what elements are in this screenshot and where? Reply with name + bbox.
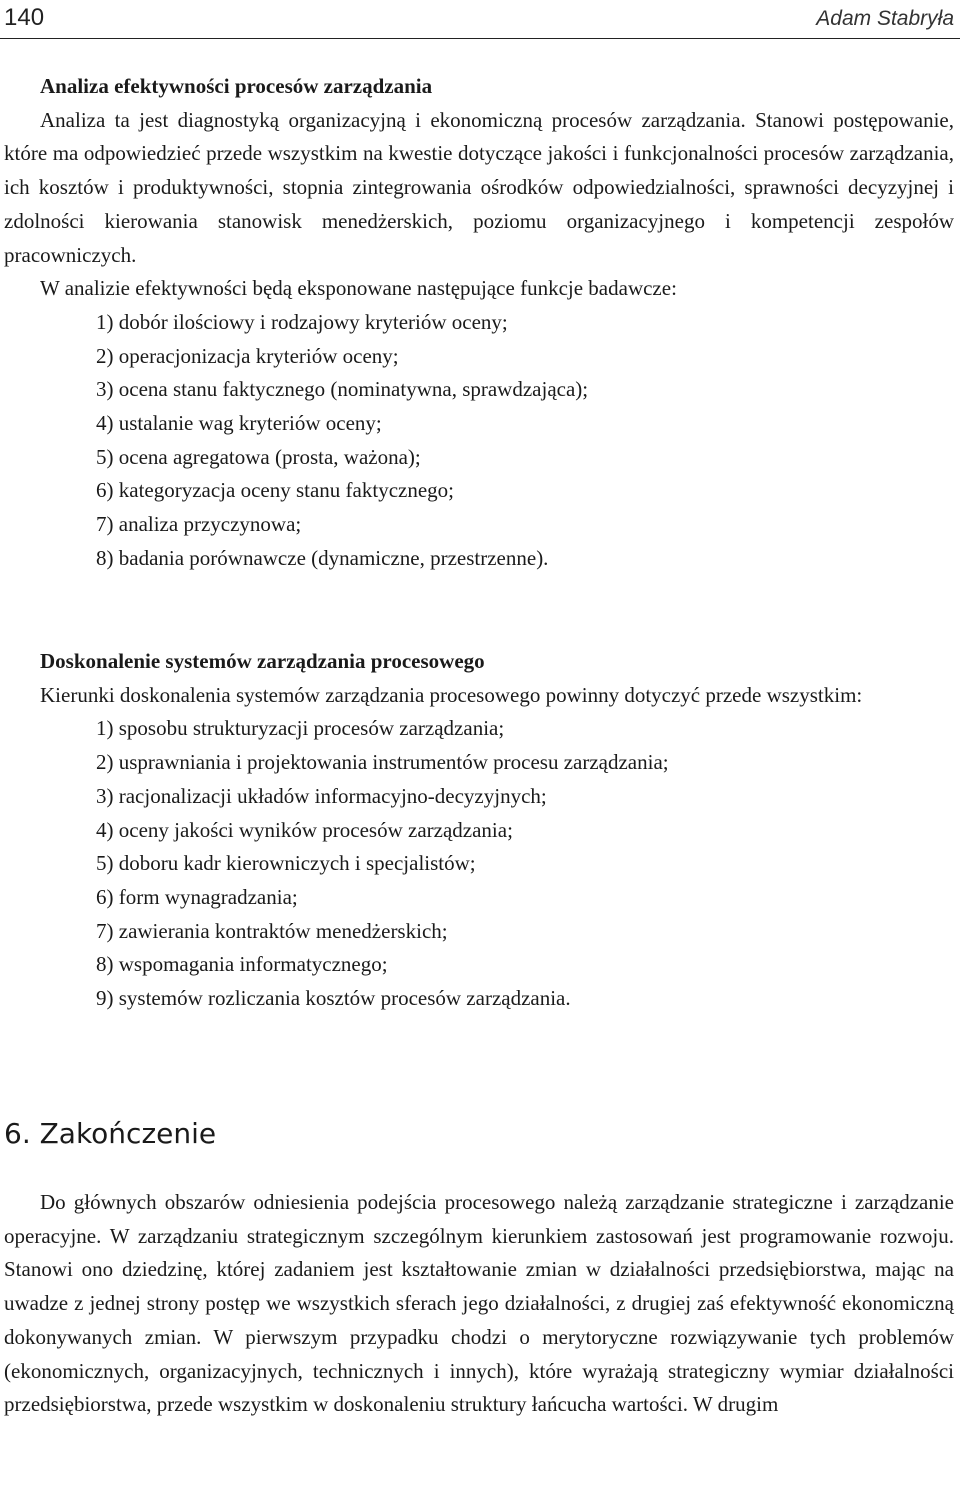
list-item: 6) form wynagradzania; [96,884,298,909]
research-functions-list [4,306,954,576]
list-intro: W analizie efektywności będą eksponowane następujące funkcje badawcze: [40,276,677,301]
list-item: 8) badania porównawcze (dynamiczne, przestrzenne). [96,545,549,570]
page-number: 140 [4,4,45,31]
list-item: 7) zawierania kontraktów menedżerskich; [96,918,448,943]
section-heading: Analiza efektywności procesów zarządzania [40,74,433,98]
list-item: 4) ustalanie wag kryteriów oceny; [96,411,382,436]
body-paragraph: Analiza ta jest diagnostyką organizacyjną i ekonomiczną procesów zarządzania. Stanowi postępowanie, które ma odpowiedzieć przede wszystkim na kwestie dotyczące jakości i funkcjonalności procesów zarządzania, ich kosztów i produktywności, stopnia zintegrowania ośrodków odpowiedzialności, sprawności decyzyjnej i zdolności kierowania stanowisk menedżerskich, poziomu organizacyjnego i kompetencji zespołów pracowniczych. [4,107,954,267]
list-item: 2) usprawniania i projektowania instrumentów procesu zarządzania; [96,750,669,775]
chapter-title: 6. Zakończenie [4,1117,217,1150]
body-paragraph: Do głównych obszarów odniesienia podejścia procesowego należą zarządzanie strategiczne i zarządzanie operacyjne. W zarządzaniu strategicznym szczególnym kierunkiem zastosowań jest programowanie rozwoju. Stanowi ono dziedzinę, której zadaniem jest kształtowanie zmian w działalności przedsiębiorstwa, mając na uwadze z jednej strony postęp we wszystkich sferach jego działalności, z drugiej zaś efektywność ekonomiczną dokonywanych zmian. W pierwszym przypadku chodzi o merytoryczne rozwiązywanie tych problemów (ekonomicznych, organizacyjnych, technicznych i innych), które wyrażają strategiczny wymiar działalności przedsiębiorstwa, przede wszystkim w doskonaleniu struktury łańcucha wartości. W drugim [4,1190,954,1417]
section-efficiency-analysis [4,70,954,576]
list-item: 5) ocena agregatowa (prosta, ważona); [96,444,421,469]
list-item: 7) analiza przyczynowa; [96,512,302,537]
improvement-directions-list [4,712,954,1015]
list-item: 2) operacjonizacja kryteriów oceny; [96,343,399,368]
running-author: Adam Stabryła [816,7,954,30]
list-item: 8) wspomagania informatycznego; [96,952,388,977]
list-item: 9) systemów rozliczania kosztów procesów zarządzania. [96,986,571,1011]
list-item: 3) ocena stanu faktycznego (nominatywna, sprawdzająca); [96,377,589,402]
list-item: 1) sposobu strukturyzacji procesów zarządzania; [96,716,505,741]
list-item: 5) doboru kadr kierowniczych i specjalistów; [96,851,476,876]
list-item: 4) oceny jakości wyników procesów zarządzania; [96,817,513,842]
list-intro: Kierunki doskonalenia systemów zarządzania procesowego powinny dotyczyć przede wszystkim: [40,682,863,707]
section-heading: Doskonalenie systemów zarządzania procesowego [40,649,485,673]
list-item: 6) kategoryzacja oceny stanu faktycznego; [96,478,454,503]
section-process-improvement [4,645,954,1016]
list-item: 1) dobór ilościowy i rodzajowy kryteriów oceny; [96,309,508,334]
section-conclusion [4,1186,954,1422]
page-header [0,0,960,39]
list-item: 3) racjonalizacji układów informacyjno-decyzyjnych; [96,783,547,808]
